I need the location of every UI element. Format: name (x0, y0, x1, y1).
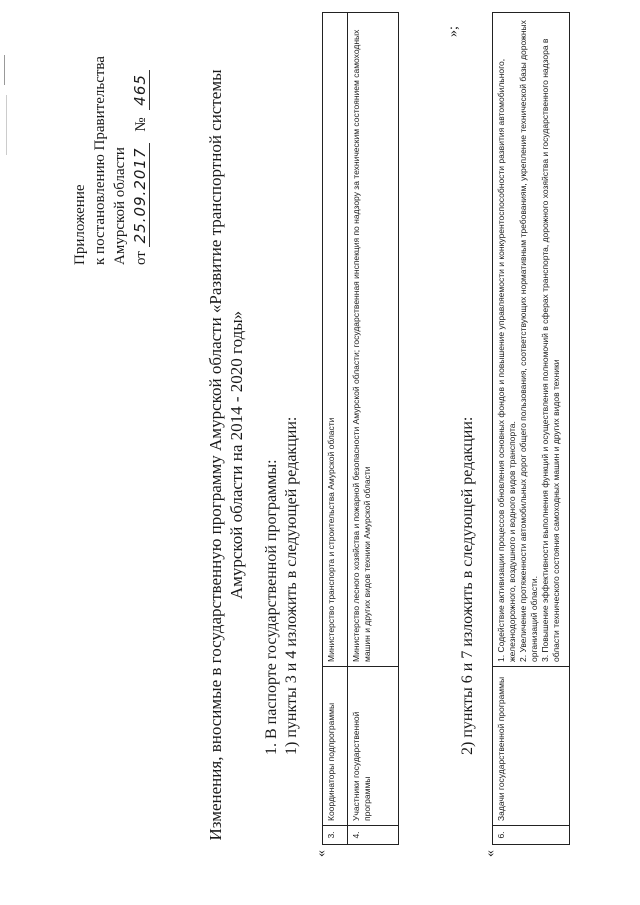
row-value: Министерство лесного хозяйства и пожарной безопасности Амурской области; государственная инспекция по надзору за техническим состоянием самоходных машин и других видов техники Амурской области (348, 13, 399, 667)
row-value (493, 13, 570, 667)
subsection-2-heading: 2) пункты 6 и 7 изложить в следующей редакции: (459, 416, 476, 755)
row-number: 6. (493, 826, 570, 845)
date-prefix: от (133, 251, 149, 265)
task-item: 1. Содействие активизации процессов обновления основных фондов и повышение управляемости и конкурентоспособности развития автомобильного, железнодорожного, воздушного и водного видов транспорта. (496, 58, 517, 662)
appendix-block (70, 56, 151, 265)
number-prefix: № (133, 117, 149, 132)
row-number: 3. (323, 826, 348, 845)
handwritten-number: 465 (131, 70, 150, 110)
row-label: Участники государственной программы (348, 667, 399, 826)
scan-artifact (4, 55, 5, 85)
table-row (348, 13, 399, 845)
appendix-date-line (130, 56, 151, 265)
appendix-line-3: Амурской области (112, 147, 128, 265)
open-quote-1: « (314, 850, 329, 857)
task-item: 3. Повышение эффективности выполнения функций и осуществления полномочий в сферах транспорта, дорожного хозяйства и государственного надзора в области технического состояния самоходных машин и других видов техники (540, 38, 561, 662)
open-quote-2: « (483, 850, 498, 857)
section-1-heading: 1. В паспорте государственной программы: (263, 459, 280, 755)
row-label: Задачи государственной программы (493, 667, 570, 826)
appendix-title: Приложение (72, 184, 88, 265)
handwritten-date: 25.09.2017 (131, 144, 150, 248)
table-row (323, 13, 348, 845)
passport-table-2 (492, 12, 570, 845)
row-number: 4. (348, 826, 399, 845)
close-quote-1: »; (446, 26, 461, 37)
table-row (493, 13, 570, 845)
passport-table-1 (322, 12, 399, 845)
task-item: 2. Увеличение протяженности автомобильных дорог общего пользования, соответствующих нормативным требованиям, укрепление технической базы дорожных организаций области. (518, 20, 539, 662)
appendix-line-2: к постановлению Правительства (92, 56, 108, 265)
row-label: Координаторы подпрограммы (323, 667, 348, 826)
subsection-1-heading: 1) пункты 3 и 4 изложить в следующей редакции: (283, 416, 300, 755)
document-title: Изменения, вносимые в государственную программу Амурской области «Развитие транспортной системы Амурской области на 2014 - 2020 годы» (206, 69, 246, 841)
scan-artifact (6, 95, 7, 155)
row-value: Министерство транспорта и строительства Амурской области (323, 13, 348, 667)
